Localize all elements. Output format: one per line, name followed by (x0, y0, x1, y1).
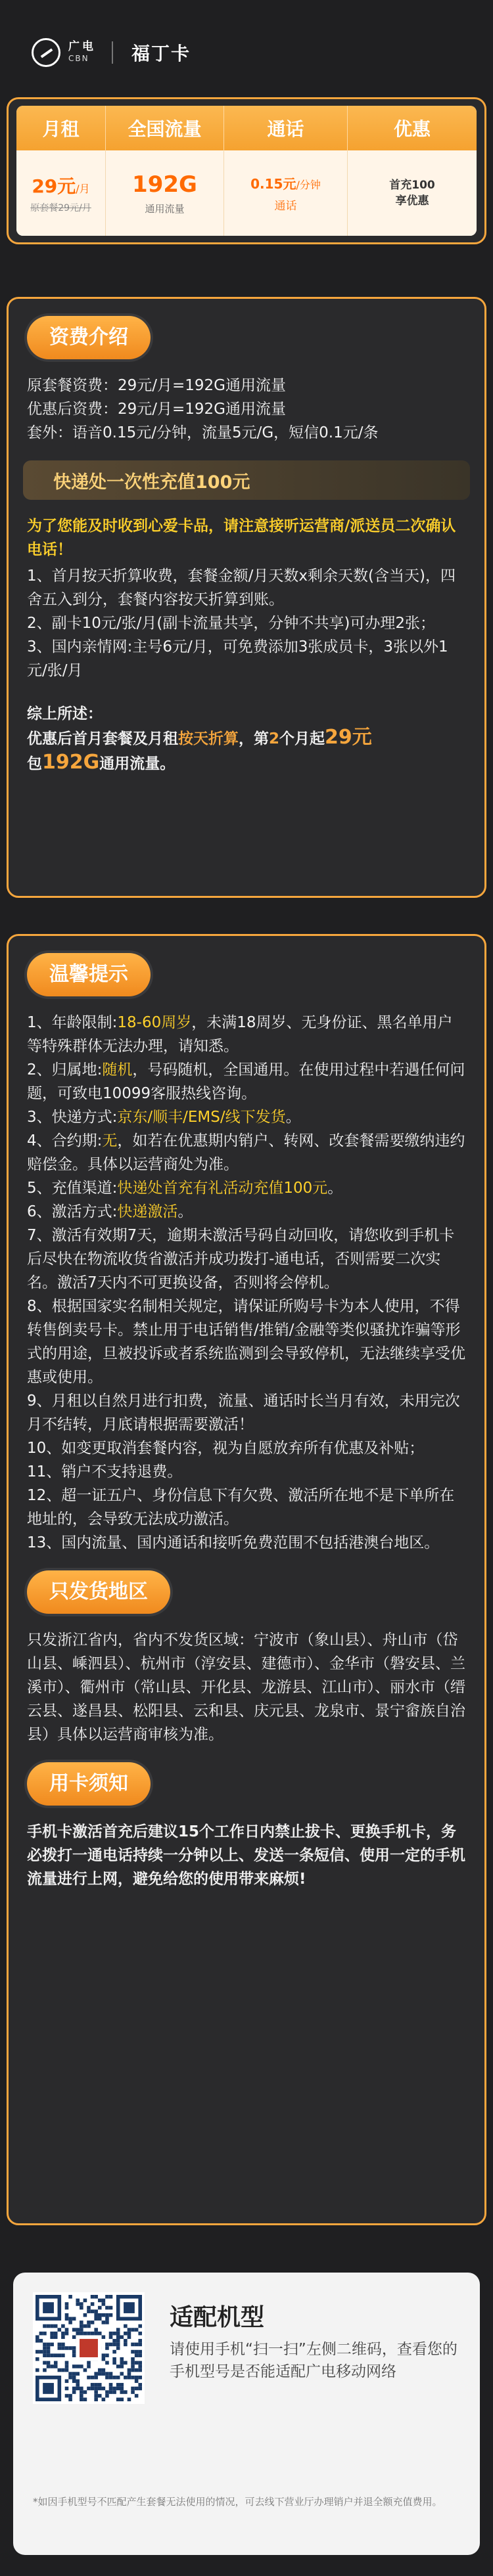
call-rate: 0.15元/分钟 (250, 176, 321, 192)
plan-col-head: 月租 (16, 106, 106, 150)
summary-text: 优惠后首月套餐及月租按天折算，第2个月起29元 包192G通用流量。 (27, 726, 372, 774)
summary-title: 综上所述： (27, 705, 103, 722)
tip-item: 1、年龄限制:18-60周岁，未满18周岁、无身份证、黑名单用户等特殊群体无法办理，请知悉。 (27, 1014, 453, 1055)
device-compat-title: 适配机型 (170, 2304, 265, 2331)
header-divider (112, 41, 113, 64)
brand-en: CBN (68, 54, 89, 63)
plan-summary-card (7, 97, 486, 244)
tips-tag: 温馨提示 (27, 953, 151, 996)
device-compat-desc: 请使用手机“扫一扫”左侧二维码，查看您的手机型号是否能适配广电移动网络 (170, 2341, 458, 2380)
brand-logo-text (68, 41, 96, 64)
fee-line: 套外：语音0.15元/分钟，流量5元/G，短信0.1元/条 (27, 424, 379, 441)
cbn-logo-icon (32, 38, 60, 67)
plan-col-call (224, 106, 348, 236)
data-amount: 192G (132, 171, 197, 198)
region-tag: 只发货地区 (27, 1570, 170, 1614)
fee-item: 2、副卡10元/张/月(副卡流量共享，分钟不共享)可办理2张； (27, 615, 435, 632)
call-label: 通话 (274, 200, 297, 213)
plan-col-data (106, 106, 224, 236)
qr-code-icon[interactable] (33, 2292, 145, 2404)
tip-item: 6、激活方式:快递激活。 (27, 1203, 193, 1220)
notice-text: 手机卡激活首充后建议15个工作日内禁止拔卡、更换手机卡，务必拨打一通电话持续一分钟以上、发送一条短信、使用一定的手机流量进行上网，避免给您的使用带来麻烦! (27, 1823, 465, 1888)
tip-item: 9、月租以自然月进行扣费，流量、通话时长当月有效，未用完次月不结转，月底请根据需要激活！ (27, 1392, 460, 1433)
tip-item: 8、根据国家实名制相关规定，请保证所购号卡为本人使用，不得转售倒卖号卡。禁止用于电话销售/推销/金融等类似骚扰诈骗等形式的用途，旦被投诉或者系统监测到会导致停机，无法继续享受优惠或使用。 (27, 1298, 465, 1386)
device-compat-card (13, 2273, 480, 2555)
tip-item: 10、如变更取消套餐内容，视为自愿放弃所有优惠及补贴； (27, 1440, 425, 1457)
brand-cn: 广电 (68, 40, 96, 53)
call-warning: 为了您能及时收到心爱卡品，请注意接听运营商/派送员二次确认电话！ (27, 518, 456, 558)
tip-item: 12、超一证五户、身份信息下有欠费、激活所在地不是下单所在地址的，会导致无法成功激活。 (27, 1487, 455, 1528)
recharge-banner: 快递处一次性充值100元 (23, 460, 470, 500)
plan-col-head: 优惠 (348, 106, 477, 150)
device-compat-footnote: *如因手机型号不匹配产生套餐无法使用的情况，可去线下营业厅办理销户并退全额充值费用。 (33, 2496, 442, 2508)
plan-col-promo (348, 106, 477, 236)
fee-item: 1、首月按天折算收费，套餐金额/月天数x剩余天数(含当天)，四舍五入到分，套餐内容按天折算到账。 (27, 567, 456, 608)
rent-price: 29元/月 (32, 175, 90, 197)
fee-intro-section (7, 297, 486, 898)
fee-line: 原套餐资费：29元/月=192G通用流量 (27, 377, 287, 394)
data-type: 通用流量 (145, 202, 185, 215)
plan-col-head: 全国流量 (106, 106, 224, 150)
plan-col-head: 通话 (224, 106, 348, 150)
fee-line: 优惠后资费：29元/月=192G通用流量 (27, 401, 287, 418)
tip-item: 4、合约期:无，如若在优惠期内销户、转网、改套餐需要缴纳违约赔偿金。具体以运营商处为准。 (27, 1132, 465, 1173)
tip-item: 7、激活有效期7天，逾期未激活号码自动回收，请您收到手机卡后尽快在物流收货省激活并成功拨打-通电话，否则需要二次实名。激活7天内不可更换设备，否则将会停机。 (27, 1227, 455, 1291)
tips-section (7, 934, 486, 2225)
promo-text: 首充100 享优惠 (389, 179, 435, 208)
tip-item: 3、快递方式:京东/顺丰/EMS/线下发货。 (27, 1109, 301, 1126)
page-title: 福丁卡 (131, 43, 191, 64)
tip-item: 11、销户不支持退费。 (27, 1463, 183, 1480)
tip-item: 5、充值渠道:快递处首充有礼活动充值100元。 (27, 1180, 343, 1197)
fee-item: 3、国内亲情网:主号6元/月，可免费添加3张成员卡，3张以外1元/张/月 (27, 638, 448, 679)
region-text: 只发浙江省内，省内不发货区域：宁波市（象山县）、舟山市（岱山县、嵊泗县）、杭州市（淳安县、建德市）、金华市（磐安县、兰溪市）、衢州市（常山县、开化县、龙游县、江山市）、丽水市（缙云县、遂昌县、松阳县、云和县、庆元县、龙泉市、景宁畲族自治县）具体以运营商审核为准。 (27, 1632, 465, 1743)
header (0, 0, 493, 105)
fee-intro-tag: 资费介绍 (27, 316, 151, 359)
notice-tag: 用卡须知 (27, 1762, 151, 1806)
plan-col-rent (16, 106, 106, 236)
plan-table (16, 106, 477, 236)
tip-item: 2、归属地:随机，号码随机，全国通用。在使用过程中若遇任何问题，可致电10099客服热线咨询。 (27, 1061, 465, 1102)
rent-old-price: 原套餐29元/月 (30, 203, 91, 213)
tips-list (27, 1011, 466, 1555)
tip-item: 13、国内流量、国内通话和接听免费范围不包括港澳台地区。 (27, 1534, 440, 1551)
